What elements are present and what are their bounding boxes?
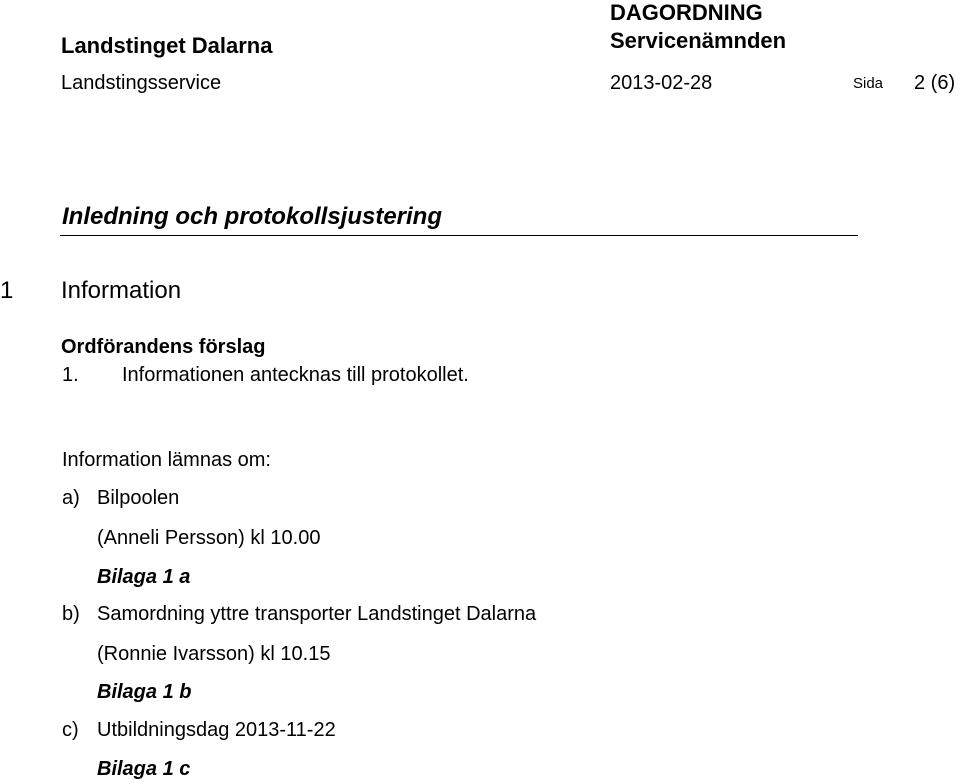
organization-name: Landstinget Dalarna: [61, 33, 273, 58]
document-type: DAGORDNING: [610, 0, 763, 25]
section-underline: [60, 235, 858, 236]
committee-name: Servicenämnden: [610, 28, 787, 53]
attachment-reference: Bilaga 1 a: [97, 566, 191, 588]
point-text: Utbildningsdag 2013-11-22: [97, 719, 336, 741]
page-number: 2 (6): [914, 72, 956, 94]
point-text: Bilpoolen: [97, 487, 180, 509]
point-letter: a): [62, 487, 80, 509]
page-label: Sida: [853, 75, 884, 92]
proposal-number: 1.: [62, 364, 79, 386]
attachment-reference: Bilaga 1 b: [97, 681, 192, 703]
proposal-heading: Ordförandens förslag: [61, 336, 266, 358]
proposal-text: Informationen antecknas till protokollet.: [122, 364, 469, 386]
section-title: Inledning och protokollsjustering: [62, 203, 443, 230]
point-letter: c): [62, 719, 79, 741]
item-number: 1: [0, 277, 14, 304]
info-intro: Information lämnas om:: [62, 449, 271, 471]
point-text: Samordning yttre transporter Landstinget Dalarna: [97, 603, 537, 625]
point-detail: (Anneli Persson) kl 10.00: [97, 527, 321, 549]
attachment-reference: Bilaga 1 c: [97, 758, 191, 780]
item-title: Information: [61, 277, 182, 304]
department-name: Landstingsservice: [61, 72, 222, 94]
document-date: 2013-02-28: [610, 72, 713, 94]
point-detail: (Ronnie Ivarsson) kl 10.15: [97, 643, 331, 665]
point-letter: b): [62, 603, 80, 625]
